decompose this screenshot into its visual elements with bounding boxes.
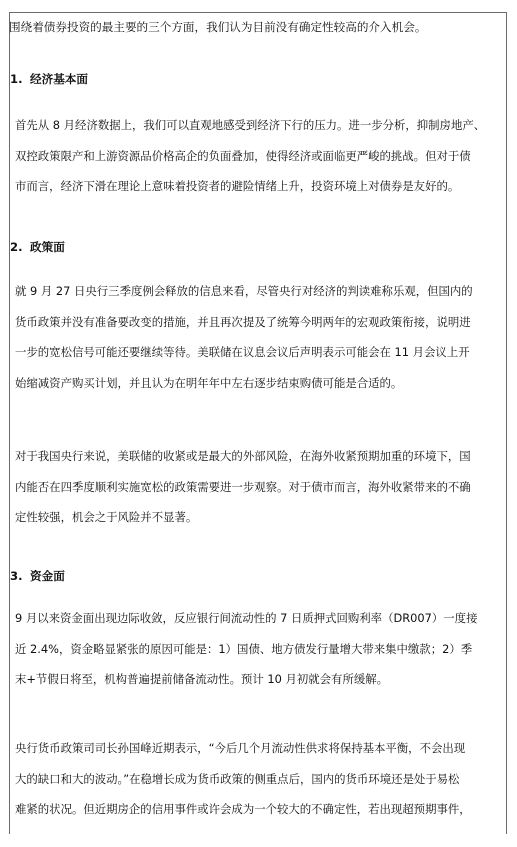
paragraph-liquidity-2 [15,733,491,825]
text-line: 双控政策限产和上游资源品价格高企的负面叠加，使得经济或面临更严峻的挑战。但对于债 [15,148,471,163]
section-title: 资金面 [30,569,65,583]
text-line: 首先从 8 月经济数据上，我们可以直观地感受到经济下行的压力。进一步分析，抑制房地产、 [15,118,486,132]
section-title: 经济基本面 [30,72,88,86]
text-line: 近 2.4%，资金略显紧张的原因可能是：1）国债、地方债发行量增大带来集中缴款；2）季 [15,641,473,656]
section-heading-policy [10,239,65,255]
paragraph-policy-1 [15,276,491,398]
text-line: 始缩减资产购买计划，并且认为在明年年中左右逐步结束购债可能是合适的。 [15,375,403,390]
text-line: 末+节假日将至，机构普遍提前储备流动性。预计 10 月初就会有所缓解。 [15,672,389,686]
text-line: 大的缺口和大的波动。”在稳增长成为货币政策的侧重点后，国内的货币环境还是处于易松 [15,771,460,786]
text-line: 定性较强，机会之于风险并不显著。 [15,510,198,524]
paragraph-liquidity-1 [15,603,491,695]
paragraph-economy [15,110,491,202]
text-line: 就 9 月 27 日央行三季度例会释放的信息来看，尽管央行对经济的判读难称乐观，但国内的 [15,284,473,298]
section-number: 3. [10,569,23,583]
text-line: 货币政策并没有准备要改变的措施，并且再次提及了统筹今明两年的宏观政策衔接，说明进 [15,314,471,329]
text-line: 9 月以来资金面出现边际收敛，反应银行间流动性的 7 日质押式回购利率（DR007）一度接 [15,611,478,625]
text-line: 难紧的状况。但近期房企的信用事件或许会成为一个较大的不确定性，若出现超预期事件， [15,802,471,816]
section-number: 1. [10,72,23,86]
text-line: 央行货币政策司司长孙国峰近期表示，“今后几个月流动性供求将保持基本平衡，不会出现 [15,741,466,755]
section-heading-liquidity [10,568,65,584]
section-number: 2. [10,240,23,254]
text-line: 市而言，经济下滑在理论上意味着投资者的避险情绪上升，投资环境上对债券是友好的。 [15,179,460,193]
intro-text: 围绕着债券投资的最主要的三个方面，我们认为目前没有确定性较高的介入机会。 [9,20,427,34]
text-line: 一步的宽松信号可能还要继续等待。美联储在议息会议后声明表示可能会在 11 月会议上开 [15,345,470,359]
text-line: 对于我国央行来说，美联储的收紧或是最大的外部风险，在海外收紧预期加重的环境下，国 [15,449,471,463]
section-heading-economy [10,71,88,87]
section-title: 政策面 [30,240,65,254]
text-line: 内能否在四季度顺利实施宽松的政策需要进一步观察。对于债市而言，海外收紧带来的不确 [15,479,471,494]
paragraph-policy-2 [15,441,491,533]
